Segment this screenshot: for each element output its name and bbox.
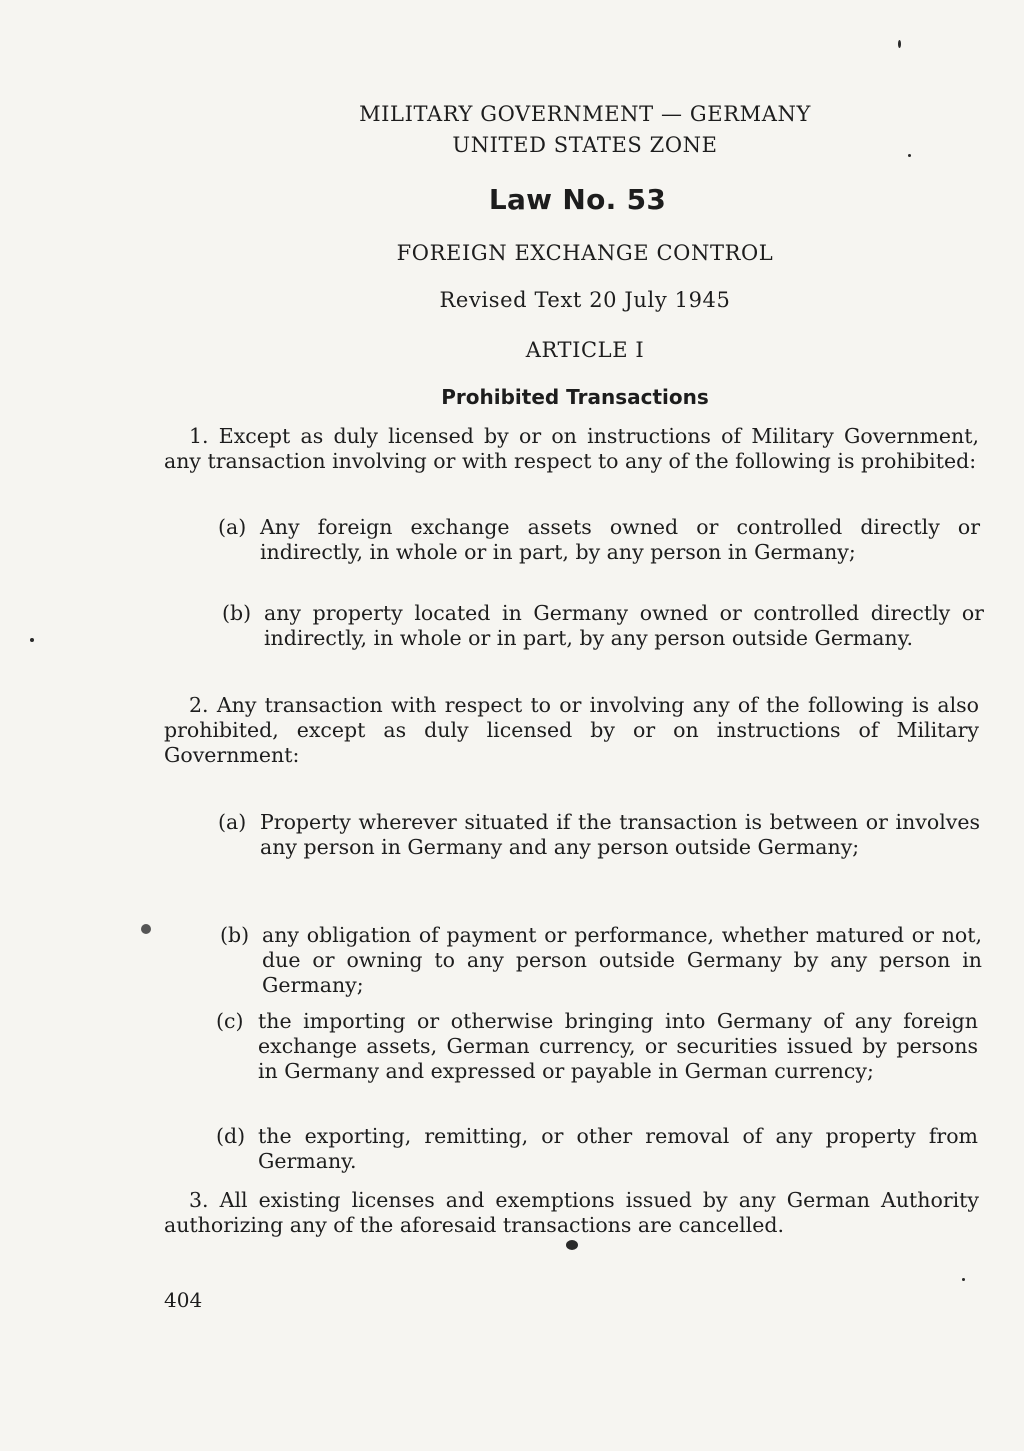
paragraph-2-item-b: [220, 923, 982, 998]
paragraph-1-item-a: [218, 515, 980, 565]
page-number: 404: [164, 1288, 203, 1312]
scan-speck: [566, 1240, 578, 1250]
header-line-1: MILITARY GOVERNMENT — GERMANY: [359, 102, 811, 126]
article-heading: ARTICLE I: [525, 338, 645, 362]
paragraph-3: 3. All existing licenses and exemptions issued by any German Authority authorizing any of the aforesaid transactions are cancelled.: [164, 1188, 979, 1237]
scan-speck: [962, 1278, 965, 1281]
item-label: (a): [218, 810, 247, 834]
paragraph-2-item-c: [216, 1009, 978, 1084]
paragraph-1: 1. Except as duly licensed by or on instructions of Military Government, any transaction involving or with respect to any of the following is prohibited:: [164, 424, 979, 473]
header-line-2: UNITED STATES ZONE: [452, 133, 718, 157]
paragraph-2-item-d: [216, 1124, 978, 1174]
paragraph-2-item-a: [218, 810, 980, 860]
item-label: (a): [218, 515, 247, 539]
scan-speck: [898, 40, 901, 48]
paragraph-2: 2. Any transaction with respect to or involving any of the following is also prohibited, except as duly licensed by or on instructions of Military Government:: [164, 693, 979, 767]
item-text: the importing or otherwise bringing into Germany of any foreign exchange assets, German currency, or securities issued by persons in Germany and expressed or payable in German currency;: [258, 1009, 978, 1083]
item-text: Property wherever situated if the transaction is between or involves any person in Germany and any person outside Germany;: [260, 810, 980, 859]
scan-speck: [141, 924, 151, 934]
scan-speck: [908, 154, 911, 157]
item-label: (d): [216, 1124, 246, 1148]
item-label: (b): [220, 923, 250, 947]
item-label: (b): [222, 601, 252, 625]
item-label: (c): [216, 1009, 244, 1033]
scan-speck: [30, 638, 34, 642]
revision-date: Revised Text 20 July 1945: [439, 288, 731, 312]
law-subject: FOREIGN EXCHANGE CONTROL: [396, 241, 774, 265]
law-title: Law No. 53: [488, 183, 667, 216]
item-text: any property located in Germany owned or controlled directly or indirectly, in whole or in part, by any person outside Germany.: [264, 601, 984, 650]
paragraph-1-item-b: [222, 601, 984, 651]
item-text: Any foreign exchange assets owned or controlled directly or indirectly, in whole or in part, by any person in Germany;: [260, 515, 980, 564]
item-text: any obligation of payment or performance, whether matured or not, due or owning to any person outside Germany by any person in Germany;: [262, 923, 982, 997]
section-title: Prohibited Transactions: [441, 385, 709, 409]
item-text: the exporting, remitting, or other removal of any property from Germany.: [258, 1124, 978, 1173]
